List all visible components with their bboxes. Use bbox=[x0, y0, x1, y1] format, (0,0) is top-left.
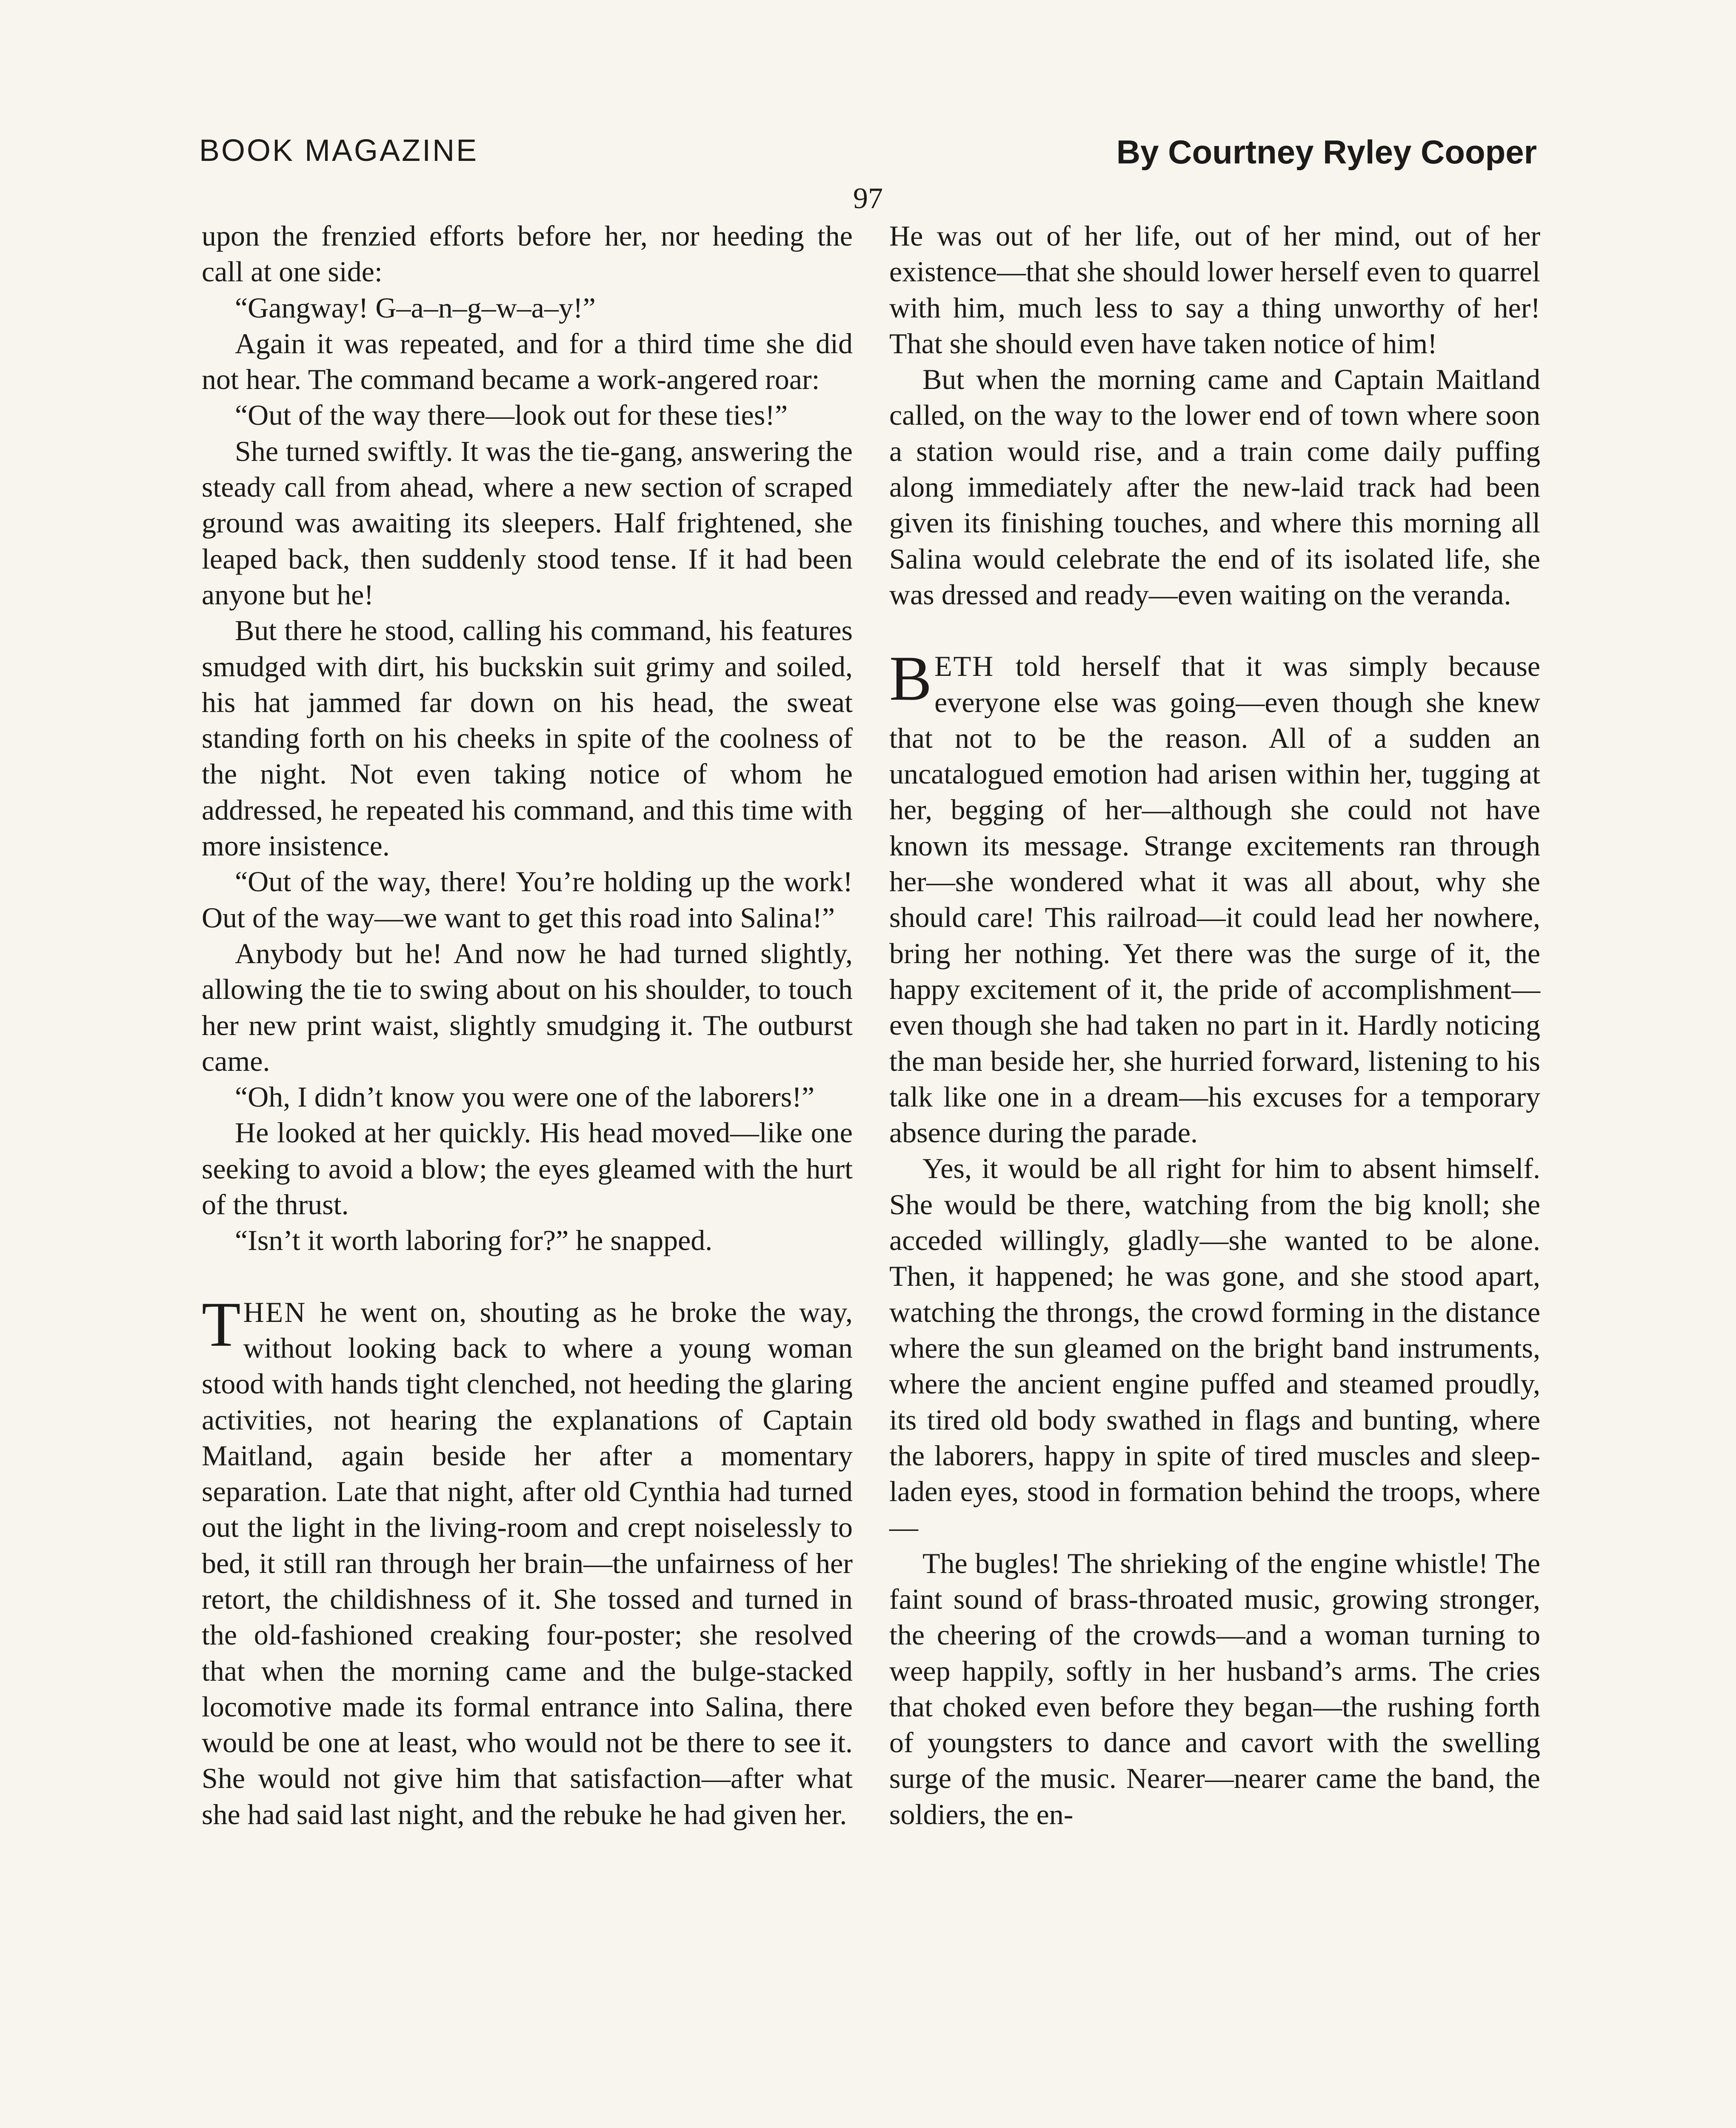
paragraph: Anybody but he! And now he had turned slightly, allowing the tie to swing about on his shoulder, to touch her new print waist, slightly smudging it. The outburst came. bbox=[202, 937, 853, 1077]
paragraph: “Gangway! G–a–n–g–w–a–y!” bbox=[235, 291, 596, 324]
lead-in-caps: ETH bbox=[934, 650, 995, 683]
paragraph: “Out of the way there—look out for these ties!” bbox=[235, 399, 788, 432]
paragraph: upon the frenzied efforts before her, nor heeding the call at one side: bbox=[202, 220, 853, 288]
right-column bbox=[889, 218, 1540, 1832]
author-byline: By Courtney Ryley Cooper bbox=[1116, 133, 1537, 171]
section-text: told herself that it was simply because everyone else was going—even though she knew that not to be the reason. All of a sudden an uncatalogued emotion had arisen within her, tugging at her, begging of her—although she could not have known its message. Strange excitements ran through her—she wondered what it was all about, why she should care! This railroad—it could lead her nowhere, bring her nothing. Yet there was the surge of it, the happy excitement of it, the pride of accomplishment—even though she had taken no part in it. Hardly noticing the man beside her, she hurried forward, listening to his talk like one in a dream—his excuses for a temporary absence during the parade. bbox=[889, 650, 1540, 1149]
page-number: 97 bbox=[853, 182, 883, 215]
running-head bbox=[199, 135, 1537, 182]
left-column bbox=[202, 218, 853, 1832]
paragraph: He was out of her life, out of her mind, out of her existence—that she should lower herself even to quarrel with him, much less to say a thing unworthy of her! That she should even have taken notice of him! bbox=[889, 220, 1540, 360]
paragraph: “Isn’t it worth laboring for?” he snapped. bbox=[235, 1224, 713, 1257]
paragraph: But when the morning came and Captain Maitland called, on the way to the lower end of town where soon a station would rise, and a train come daily puffing along immediately after the new-laid track had been given its finishing touches, and where this morning all Salina would celebrate the end of its isolated life, she was dressed and ready—even waiting on the veranda. bbox=[889, 363, 1540, 611]
section-paragraph bbox=[202, 1289, 853, 1832]
paragraph: “Oh, I didn’t know you were one of the laborers!” bbox=[235, 1081, 815, 1113]
paragraph: Again it was repeated, and for a third time she did not hear. The command became a work-angered roar: bbox=[202, 327, 853, 396]
drop-cap: T bbox=[202, 1289, 241, 1360]
drop-cap: B bbox=[889, 643, 932, 714]
paragraph: But there he stood, calling his command, his features smudged with dirt, his buckskin suit grimy and soiled, his hat jammed far down on his head, the sweat standing forth on his cheeks in spite of the coolness of the night. Not even taking notice of whom he addressed, he repeated his command, and this time with more insistence. bbox=[202, 614, 853, 862]
publication-title: BOOK MAGAZINE bbox=[199, 134, 479, 168]
paragraph: Yes, it would be all right for him to absent himself. She would be there, watching from the big knoll; she acceded willingly, gladly—she wanted to be alone. Then, it happened; he was gone, and she stood apart, watching the throngs, the crowd forming in the distance where the sun gleamed on the bright band instruments, where the ancient engine puffed and steamed proudly, its tired old body swathed in flags and bunting, where the laborers, happy in spite of tired muscles and sleep-laden eyes, stood in formation behind the troops, where— bbox=[889, 1152, 1540, 1544]
paragraph: “Out of the way, there! You’re holding up the work! Out of the way—we want to get this road into Salina!” bbox=[202, 865, 853, 934]
paragraph: The bugles! The shrieking of the engine whistle! The faint sound of brass-throated music, growing stronger, the cheering of the crowds—and a woman turning to weep happily, softly in her husband’s arms. The cries that choked even before they began—the rushing forth of youngsters to dance and cavort with the swelling surge of the music. Nearer—nearer came the band, the soldiers, the en- bbox=[889, 1547, 1540, 1831]
paragraph: He looked at her quickly. His head moved—like one seeking to avoid a blow; the eyes gleamed with the hurt of the thrust. bbox=[202, 1116, 853, 1221]
section-paragraph bbox=[889, 643, 1540, 1150]
paragraph: She turned swiftly. It was the tie-gang, answering the steady call from ahead, where a new section of scraped ground was awaiting its sleepers. Half frightened, she leaped back, then suddenly stood tense. If it had been anyone but he! bbox=[202, 435, 853, 611]
section-text: he went on, shouting as he broke the way, without looking back to where a young woman stood with hands tight clenched, not heeding the glaring activities, not hearing the explanations of Captain Maitland, again beside her after a momentary separation. Late that night, after old Cynthia had turned out the light in the living-room and crept noiselessly to bed, it still ran through her brain—the unfairness of her retort, the childishness of it. She tossed and turned in the old-fashioned creaking four-poster; she resolved that when the morning came and the bulge-stacked locomotive made its formal entrance into Salina, there would be one at least, who would not be there to see it. She would not give him that satisfaction—after what she had said last night, and the rebuke he had given her. bbox=[202, 1296, 853, 1831]
lead-in-caps: HEN bbox=[243, 1296, 307, 1328]
